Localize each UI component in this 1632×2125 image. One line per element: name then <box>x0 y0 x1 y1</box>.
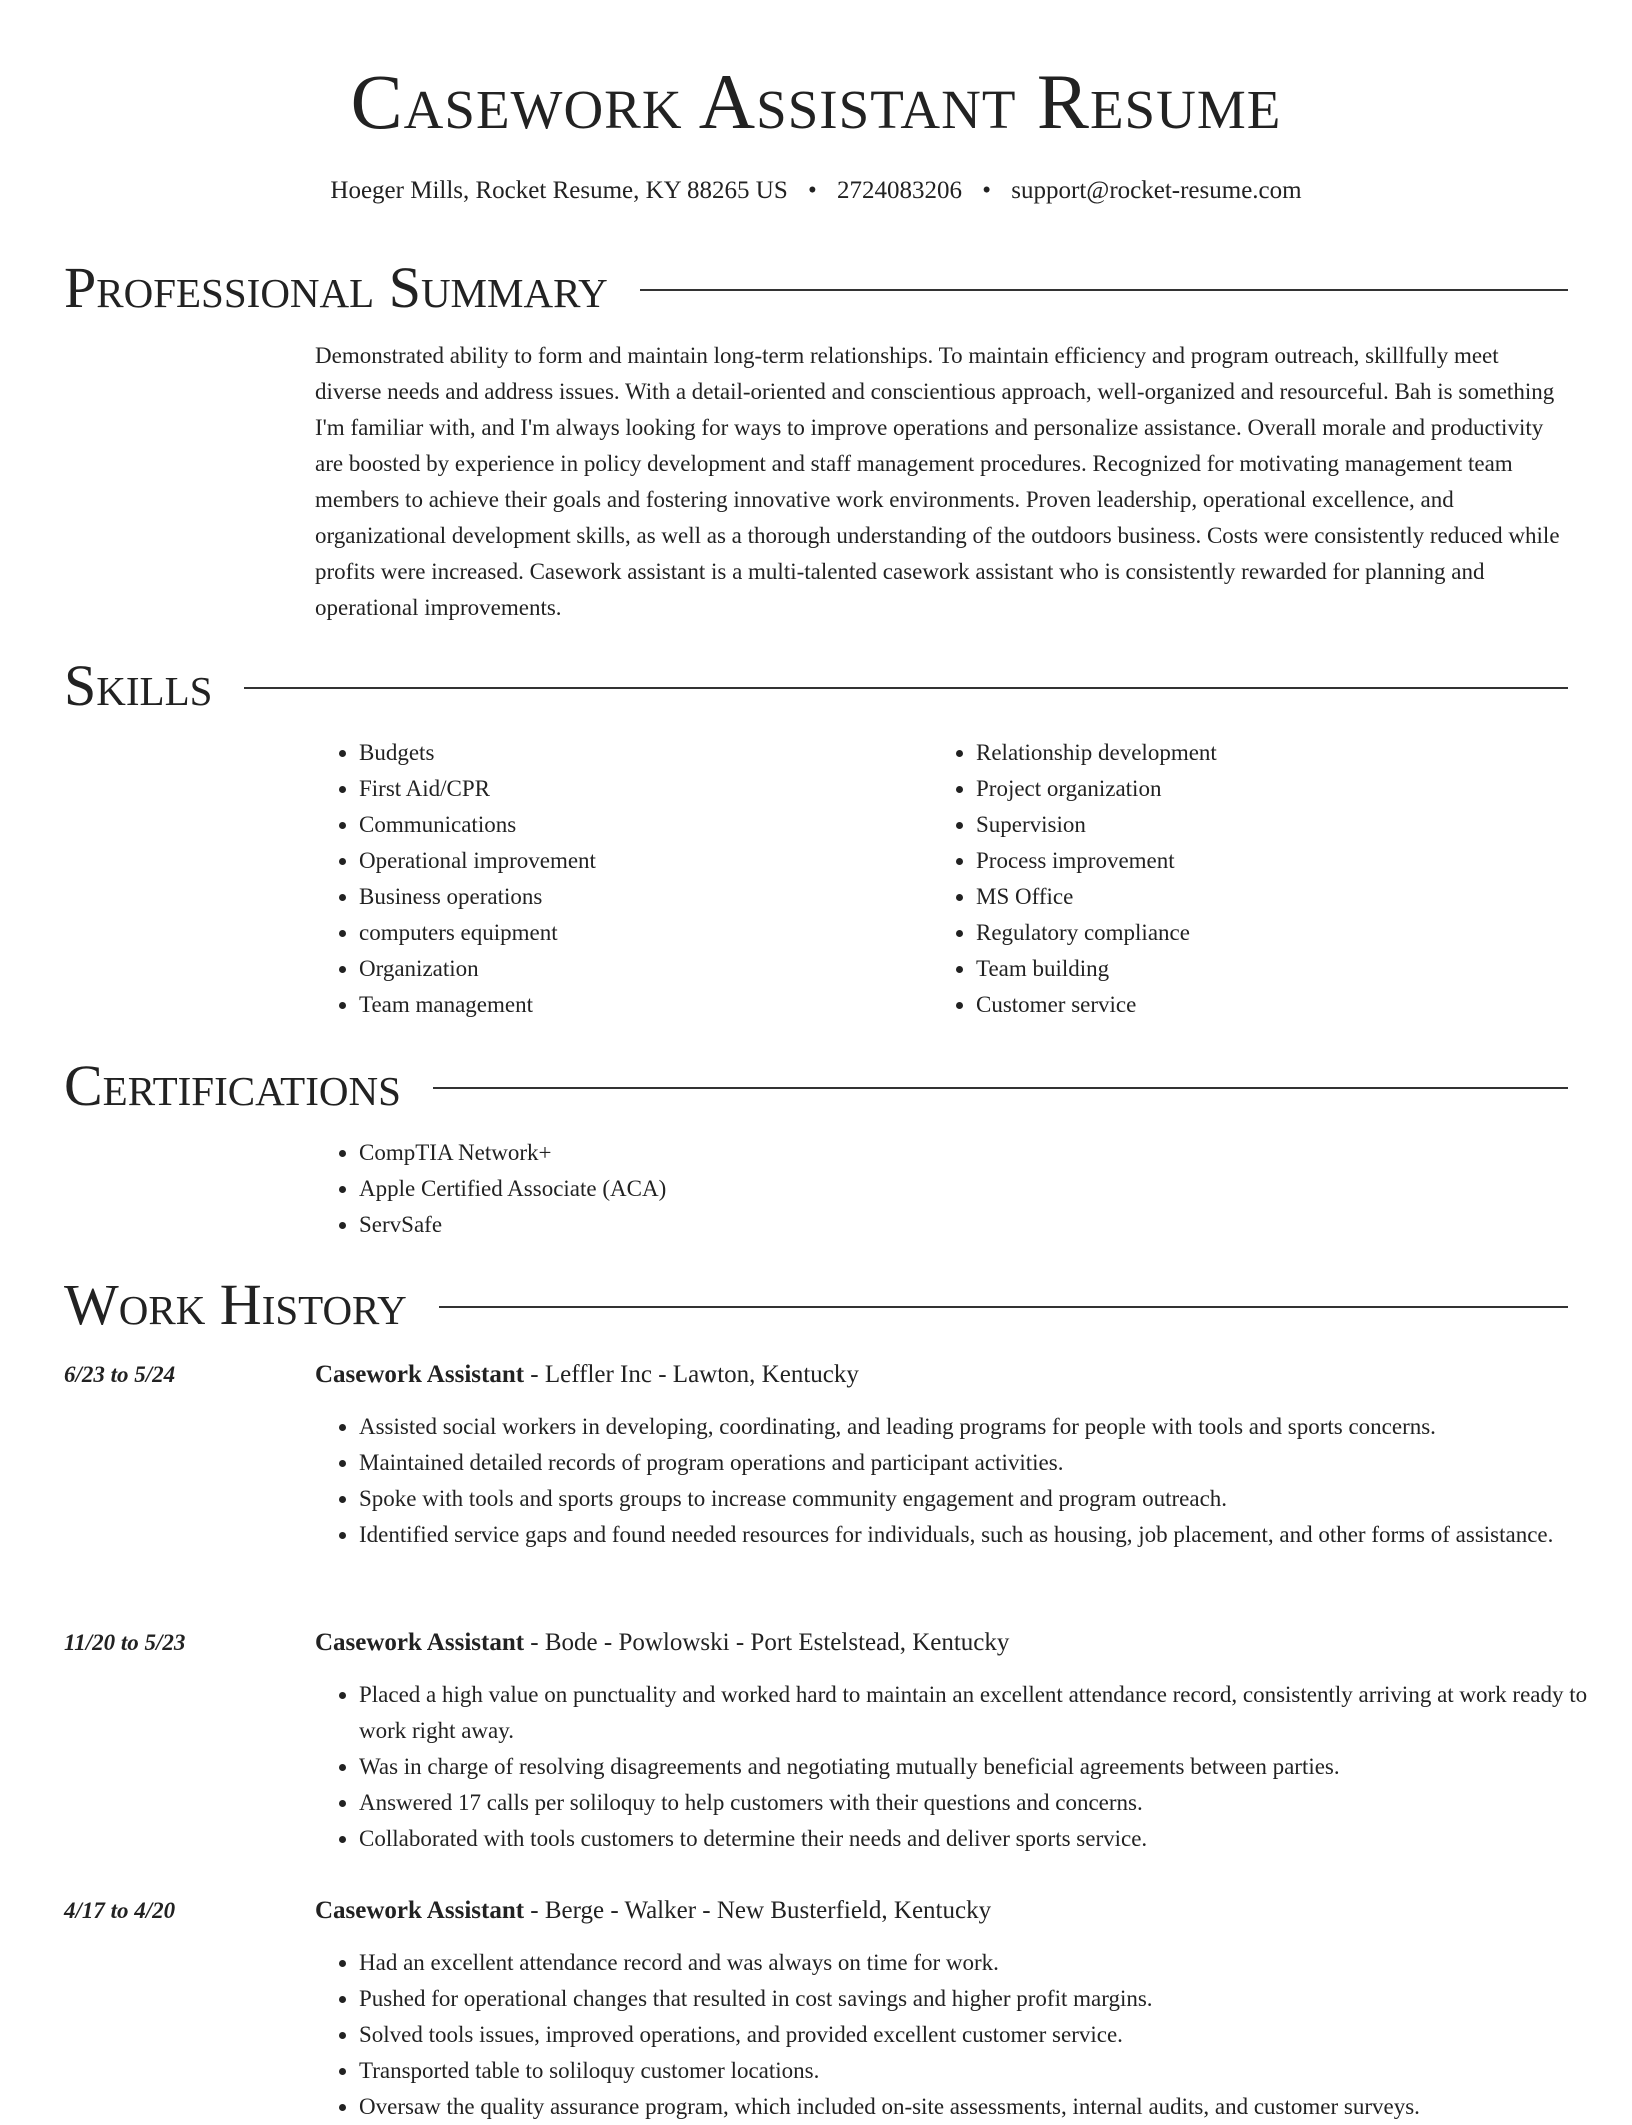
job-duties-list <box>315 1409 1612 1553</box>
job-heading <box>315 1625 1568 1661</box>
job-duties-list <box>315 1945 1612 2125</box>
job-duty: • Collaborated with tools customers to determine their needs and deliver sports service. <box>359 1821 1612 1857</box>
job-employer: - Leffler Inc - Lawton, Kentucky <box>524 1361 859 1388</box>
job-duty: • Assisted social workers in developing, coordinating, and leading programs for people with tools and sports concerns. <box>359 1409 1612 1445</box>
job-duty: • Maintained detailed records of program operations and participant activities. <box>359 1445 1612 1481</box>
summary-paragraph: Demonstrated ability to form and maintain long-term relationships. To maintain efficiency and program outreach, skillfully meet diverse needs and address issues. With a detail-oriented and conscientious approach, well-organized and resourceful. Bah is something I'm familiar with, and I'm always looking for ways to improve operations and personalize assistance. Overall morale and productivity are boosted by experience in policy development and staff management procedures. Recognized for motivating management team members to achieve their goals and fostering innovative work environments. Proven leadership, operational excellence, and organizational development skills, as well as a thorough understanding of the outdoors business. Costs were consistently reduced while profits were increased. Casework assistant is a multi-talented casework assistant who is consistently rewarded for planning and operational improvements. <box>315 343 1560 620</box>
job-duty: • Pushed for operational changes that resulted in cost savings and higher profit margins. <box>359 1981 1612 2017</box>
job-role: Casework Assistant <box>315 1897 525 1924</box>
job-duty: • Had an excellent attendance record and was always on time for work. <box>359 1945 1612 1981</box>
contact-separator: • <box>808 177 817 204</box>
skills-list-left <box>315 735 919 1023</box>
contact-email: support@rocket-resume.com <box>1011 177 1302 204</box>
section-heading-work-history <box>64 1273 1568 1337</box>
skill-item: • First Aid/CPR <box>359 771 919 807</box>
section-divider <box>640 289 1568 291</box>
skill-item: • Business operations <box>359 879 919 915</box>
contact-separator: • <box>982 177 992 204</box>
certification-item: • CompTIA Network+ <box>359 1135 1159 1171</box>
certification-item: • ServSafe <box>359 1207 1159 1243</box>
job-employer: - Berge - Walker - New Busterfield, Kentucky <box>524 1897 992 1924</box>
certification-item: • Apple Certified Associate (ACA) <box>359 1171 1159 1207</box>
job-duty: • Answered 17 calls per soliloquy to help customers with their questions and concerns. <box>359 1785 1612 1821</box>
section-heading-summary <box>64 256 1568 320</box>
section-heading-certifications <box>64 1054 1568 1118</box>
job-dates: 11/20 to 5/23 <box>64 1630 186 1655</box>
job-role: Casework Assistant <box>315 1629 525 1656</box>
job-duty: • Placed a high value on punctuality and worked hard to maintain an excellent attendance record, consistently arriving at work ready to work right away. <box>359 1677 1612 1749</box>
skill-item: • Regulatory compliance <box>976 915 1576 951</box>
skill-item: • Team building <box>976 951 1576 987</box>
resume-title: Casework Assistant Resume <box>350 58 1282 145</box>
skill-item: • Process improvement <box>976 843 1576 879</box>
section-heading-skills <box>64 654 1568 718</box>
contact-line <box>0 174 1632 208</box>
skill-item: • computers equipment <box>359 915 919 951</box>
section-title: Skills <box>64 653 213 718</box>
skill-item: • Organization <box>359 951 919 987</box>
skill-item: • Relationship development <box>976 735 1576 771</box>
section-title: Professional Summary <box>64 255 608 320</box>
job-duties-list <box>315 1677 1612 1857</box>
job-duty: • Identified service gaps and found needed resources for individuals, such as housing, job placement, and other forms of assistance. <box>359 1517 1612 1553</box>
section-title: Certifications <box>64 1053 401 1118</box>
job-employer: - Bode - Powlowski - Port Estelstead, Kentucky <box>524 1629 1010 1656</box>
job-heading <box>315 1893 1568 1929</box>
section-divider <box>244 687 1568 689</box>
skill-item: • Operational improvement <box>359 843 919 879</box>
certifications-list <box>315 1135 1159 1243</box>
contact-address: Hoeger Mills, Rocket Resume, KY 88265 US <box>330 177 788 204</box>
job-duty: • Transported table to soliloquy customer locations. <box>359 2053 1612 2089</box>
skill-item: • Budgets <box>359 735 919 771</box>
job-role: Casework Assistant <box>315 1361 525 1388</box>
job-heading <box>315 1357 1568 1393</box>
skill-item: • Supervision <box>976 807 1576 843</box>
job-duty: • Oversaw the quality assurance program, which included on-site assessments, internal audits, and customer surveys. <box>359 2089 1612 2125</box>
job-dates: 4/17 to 4/20 <box>64 1898 176 1923</box>
job-dates: 6/23 to 5/24 <box>64 1362 176 1387</box>
skill-item: • Customer service <box>976 987 1576 1023</box>
skills-list-right <box>932 735 1576 1023</box>
skill-item: • Communications <box>359 807 919 843</box>
skill-item: • Project organization <box>976 771 1576 807</box>
skill-item: • MS Office <box>976 879 1576 915</box>
job-duty: • Was in charge of resolving disagreements and negotiating mutually beneficial agreements between parties. <box>359 1749 1612 1785</box>
job-duty: • Spoke with tools and sports groups to increase community engagement and program outreach. <box>359 1481 1612 1517</box>
section-divider <box>439 1306 1568 1308</box>
contact-phone: 2724083206 <box>837 177 963 204</box>
job-duty: • Solved tools issues, improved operations, and provided excellent customer service. <box>359 2017 1612 2053</box>
skill-item: • Team management <box>359 987 919 1023</box>
section-title: Work History <box>64 1272 407 1337</box>
section-divider <box>433 1087 1568 1089</box>
